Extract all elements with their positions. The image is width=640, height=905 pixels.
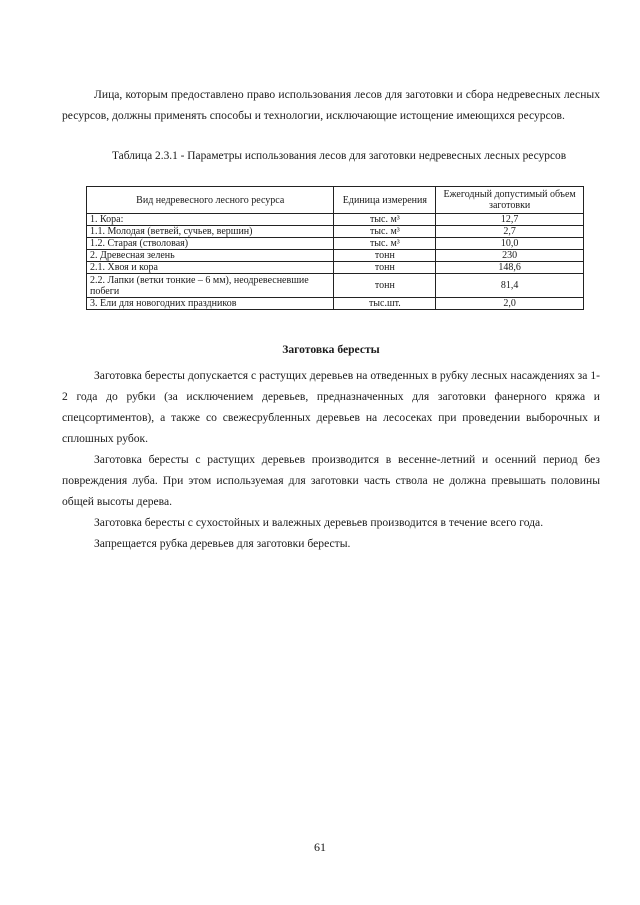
page-number: 61 bbox=[314, 840, 326, 854]
header-unit: Единица измерения bbox=[334, 187, 436, 214]
row-name: 2.2. Лапки (ветки тонкие – 6 мм), неодревесневшие побеги bbox=[87, 274, 334, 298]
table-row bbox=[87, 274, 584, 298]
row-name: 1.1. Молодая (ветвей, сучьев, вершин) bbox=[87, 226, 334, 238]
table-row bbox=[87, 262, 584, 274]
resource-parameters-table bbox=[86, 186, 584, 310]
row-unit: тыс. м³ bbox=[334, 238, 436, 250]
row-value: 148,6 bbox=[436, 262, 584, 274]
row-value: 2,0 bbox=[436, 298, 584, 310]
row-value: 81,4 bbox=[436, 274, 584, 298]
row-value: 230 bbox=[436, 250, 584, 262]
row-name: 1.2. Старая (стволовая) bbox=[87, 238, 334, 250]
row-unit: тыс. м³ bbox=[334, 214, 436, 226]
row-unit: тонн bbox=[334, 274, 436, 298]
row-name: 2.1. Хвоя и кора bbox=[87, 262, 334, 274]
table-row bbox=[87, 226, 584, 238]
row-unit: тонн bbox=[334, 262, 436, 274]
row-value: 2,7 bbox=[436, 226, 584, 238]
intro-paragraph: Лица, которым предоставлено право использования лесов для заготовки и сбора недревесных лесных ресурсов, должны применять способы и технологии, исключающие истощение имеющихся ресурсов. bbox=[62, 88, 600, 122]
header-resource-type: Вид недревесного лесного ресурса bbox=[87, 187, 334, 214]
body-paragraph: Заготовка бересты с сухостойных и валежных деревьев производится в течение всего года. bbox=[94, 516, 544, 529]
table-row bbox=[87, 214, 584, 226]
table-row bbox=[87, 298, 584, 310]
row-value: 10,0 bbox=[436, 238, 584, 250]
row-name: 2. Древесная зелень bbox=[87, 250, 334, 262]
body-paragraph: Заготовка бересты допускается с растущих деревьев на отведенных в рубку лесных насаждениях за 1-2 года до рубки (за исключением деревьев, предназначенных для заготовки фанерного кряжа и спецсортиментов), а также со свежесрубленных деревьев на лесосеках при проведении выборочных и сплошных рубок. bbox=[62, 369, 600, 445]
row-unit: тыс.шт. bbox=[334, 298, 436, 310]
row-unit: тыс. м³ bbox=[334, 226, 436, 238]
body-paragraph: Запрещается рубка деревьев для заготовки бересты. bbox=[94, 537, 351, 550]
table-header-row bbox=[87, 187, 584, 214]
table-row bbox=[87, 238, 584, 250]
section-title: Заготовка бересты bbox=[282, 343, 380, 356]
body-paragraph: Заготовка бересты с растущих деревьев производится в весенне-летний и осенний период без повреждения луба. При этом используемая для заготовки часть ствола не должна превышать половины общей высоты дерева. bbox=[62, 453, 600, 508]
table-row bbox=[87, 250, 584, 262]
row-value: 12,7 bbox=[436, 214, 584, 226]
table-caption: Таблица 2.3.1 - Параметры использования лесов для заготовки недревесных лесных ресурсов bbox=[112, 150, 567, 162]
row-unit: тонн bbox=[334, 250, 436, 262]
row-name: 1. Кора: bbox=[87, 214, 334, 226]
header-annual-volume: Ежегодный допустимый объем заготовки bbox=[436, 187, 584, 214]
row-name: 3. Ели для новогодних праздников bbox=[87, 298, 334, 310]
